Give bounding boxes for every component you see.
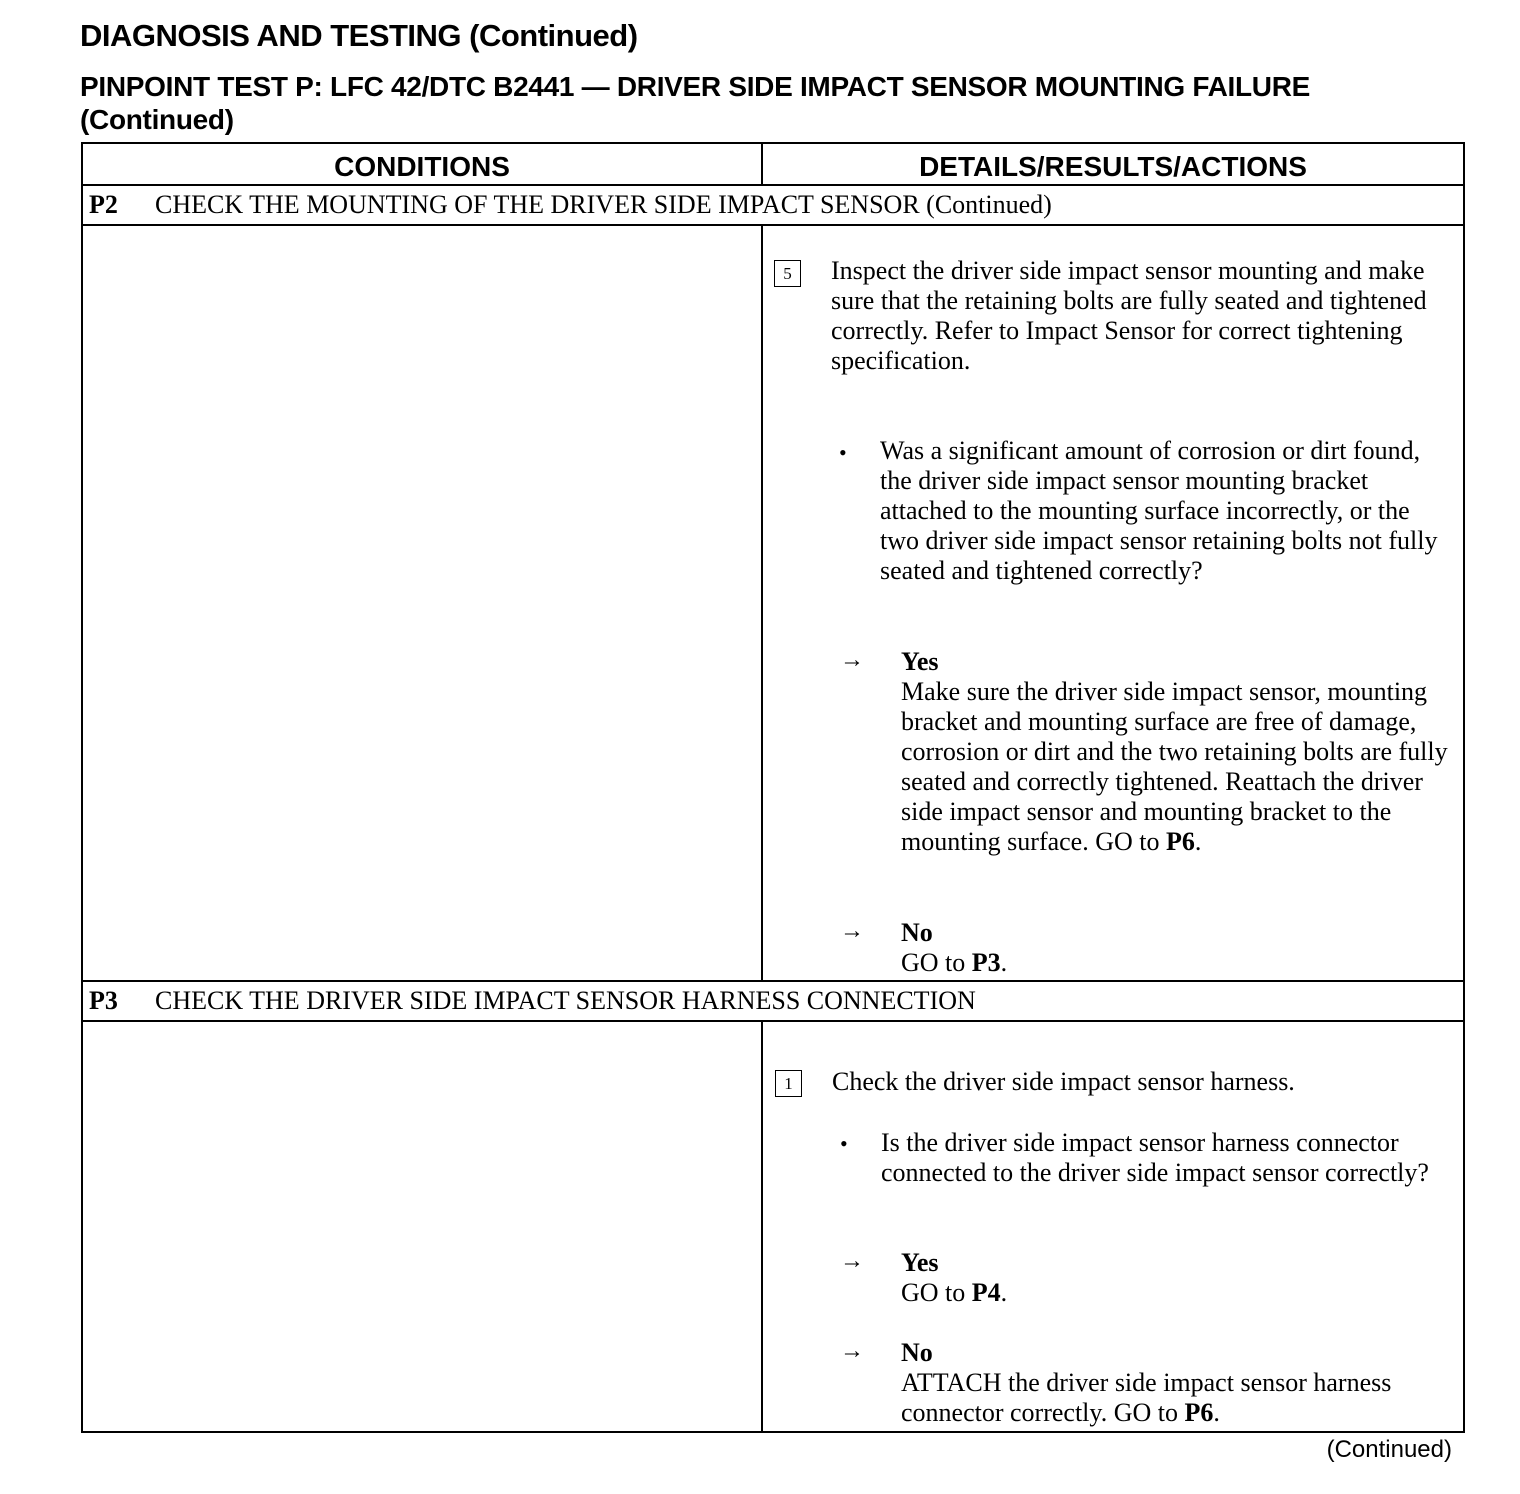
step-question: Is the driver side impact sensor harness connector connected to the driver side impact sensor correctly? bbox=[881, 1128, 1429, 1187]
step-instruction: Check the driver side impact sensor harness. bbox=[832, 1067, 1295, 1096]
goto-reference: P4 bbox=[971, 1278, 1001, 1307]
yes-label: Yes bbox=[901, 647, 939, 676]
section-p2-header bbox=[89, 186, 1052, 224]
yes-action bbox=[901, 1278, 1007, 1308]
yes-action bbox=[901, 677, 1461, 857]
sentence-end: . bbox=[1194, 827, 1202, 856]
yes-action-text: GO to bbox=[901, 1278, 966, 1307]
arrow-right-icon: → bbox=[840, 1338, 864, 1364]
goto-reference: P6 bbox=[1184, 1398, 1214, 1427]
arrow-right-icon: → bbox=[840, 647, 864, 673]
yes-label: Yes bbox=[901, 1248, 939, 1277]
sentence-end: . bbox=[1000, 948, 1008, 977]
page-title: DIAGNOSIS AND TESTING (Continued) bbox=[80, 18, 638, 53]
step-number-box: 5 bbox=[774, 260, 801, 287]
section-p2-id: P2 bbox=[89, 190, 118, 219]
arrow-right-icon: → bbox=[840, 1248, 864, 1274]
column-divider bbox=[761, 1020, 763, 1433]
no-action bbox=[901, 948, 1007, 978]
no-label: No bbox=[901, 918, 933, 947]
section-p3-id: P3 bbox=[89, 986, 118, 1015]
section-p2-title: CHECK THE MOUNTING OF THE DRIVER SIDE IMPACT SENSOR (Continued) bbox=[155, 190, 1052, 219]
section-p3-title: CHECK THE DRIVER SIDE IMPACT SENSOR HARNESS CONNECTION bbox=[155, 986, 976, 1015]
section-p3-header bbox=[89, 982, 976, 1020]
goto-reference: P3 bbox=[971, 948, 1001, 977]
pinpoint-test-title: PINPOINT TEST P: LFC 42/DTC B2441 — DRIVER SIDE IMPACT SENSOR MOUNTING FAILURE (Continued) bbox=[80, 71, 1310, 135]
goto-reference: P6 bbox=[1166, 827, 1195, 856]
continued-note: (Continued) bbox=[1326, 1436, 1452, 1463]
no-action bbox=[901, 1368, 1431, 1428]
conditions-column-header: CONDITIONS bbox=[334, 151, 510, 182]
no-action-text: GO to bbox=[901, 948, 966, 977]
bullet-icon: • bbox=[839, 440, 847, 465]
sentence-end: . bbox=[1000, 1278, 1008, 1307]
bullet-icon: • bbox=[840, 1131, 848, 1156]
table-divider bbox=[83, 224, 1463, 226]
step-instruction: Inspect the driver side impact sensor mounting and make sure that the retaining bolts are fully seated and tightened correctly. Refer to Impact Sensor for correct tightening specification. bbox=[831, 256, 1427, 375]
column-divider bbox=[761, 224, 763, 980]
yes-action-text: Make sure the driver side impact sensor, mounting bracket and mounting surface are free of damage, corrosion or dirt and the two retaining bolts are fully seated and correctly tightened. Reattach the driver side impact sensor and mounting bracket to the mounting surface. GO to bbox=[901, 677, 1448, 856]
pinpoint-test-table bbox=[81, 142, 1465, 1433]
table-divider bbox=[83, 1020, 1463, 1022]
step-number-box: 1 bbox=[775, 1070, 802, 1097]
details-column-header: DETAILS/RESULTS/ACTIONS bbox=[919, 151, 1307, 182]
arrow-right-icon: → bbox=[840, 918, 864, 944]
no-label: No bbox=[901, 1338, 933, 1367]
sentence-end: . bbox=[1213, 1398, 1220, 1427]
no-action-text: ATTACH the driver side impact sensor harness connector correctly. GO to bbox=[901, 1368, 1392, 1427]
step-question: Was a significant amount of corrosion or dirt found, the driver side impact sensor mounting bracket attached to the mounting surface incorrectly, or the two driver side impact sensor retaining bolts not fully seated and tightened correctly? bbox=[880, 436, 1438, 585]
